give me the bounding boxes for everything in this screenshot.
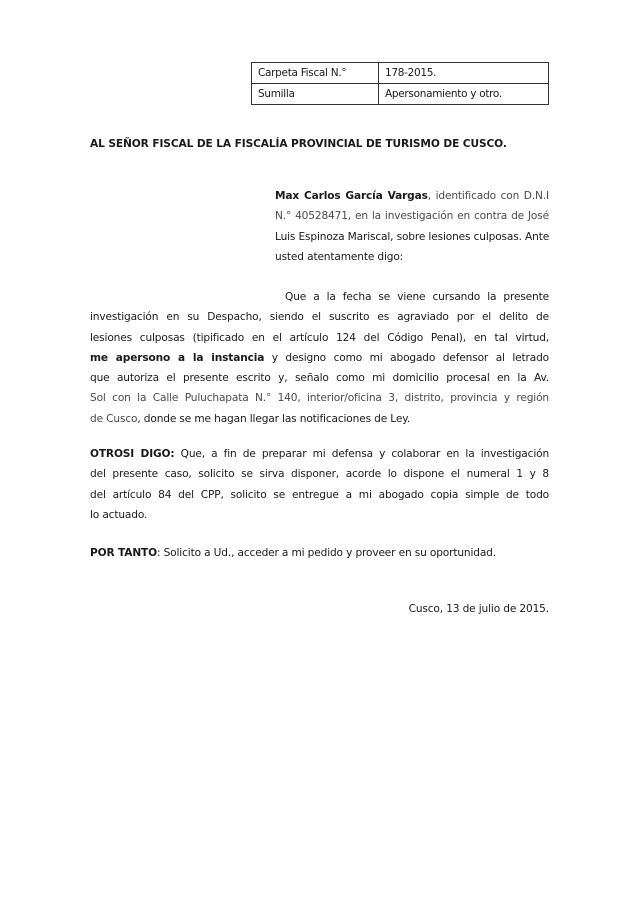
emphasis-text: me apersono a la instancia <box>90 351 265 364</box>
case-number-label: Carpeta Fiscal N.° <box>252 63 379 84</box>
paragraph-line <box>90 348 549 368</box>
por-tanto-label: POR TANTO <box>90 547 157 559</box>
paragraph-text: : Solicito a Ud., acceder a mi pedido y proveer en su oportunidad. <box>156 547 496 559</box>
intro-block <box>275 186 549 267</box>
paragraph-line: del artículo 84 del CPP, solicito se entregue a mi abogado copia simple de todo <box>90 488 549 501</box>
paragraph-line: del presente caso, solicito se sirva disponer, acorde lo dispone el numeral 1 y 8 <box>90 468 549 481</box>
paragraph-line <box>90 444 549 464</box>
case-info-table <box>251 62 549 105</box>
paragraph-line: Que a la fecha se viene cursando la presente <box>285 291 549 303</box>
paragraph-line <box>90 409 549 429</box>
summary-value: Apersonamiento y otro. <box>379 84 549 105</box>
petitioner-name: Max Carlos García Vargas <box>275 190 428 202</box>
paragraph-line: Sol con la Calle Puluchapata N.° 140, interior/oficina 3, distrito, provincia y región <box>90 392 549 405</box>
paragraph-text: Que, a fin de preparar mi defensa y colaborar en la investigación <box>174 448 550 460</box>
otrosi-label: OTROSI DIGO: <box>90 448 175 460</box>
paragraph-por-tanto <box>90 543 549 563</box>
place-and-date: Cusco, 13 de julio de 2015. <box>408 603 549 615</box>
location-text: de Cusco <box>90 412 138 425</box>
intro-text: , identificado con D.N.I <box>427 190 549 202</box>
paragraph-line: investigación en su Despacho, siendo el suscrito es agraviado por el delito de <box>90 311 549 324</box>
paragraph-otrosi <box>90 444 549 525</box>
case-number-value: 178-2015. <box>379 63 549 84</box>
paragraph-text: y designo como mi abogado defensor al letrado <box>264 351 549 364</box>
paragraph-line <box>90 543 549 563</box>
paragraph-appearance <box>90 287 549 429</box>
intro-line-3: Luis Espinoza Mariscal, sobre lesiones culposas. Ante <box>275 230 550 243</box>
paragraph-line: que autoriza el presente escrito y, señalo como mi domicilio procesal en la Av. <box>90 372 549 385</box>
intro-line-4: usted atentamente digo: <box>275 250 404 263</box>
table-row <box>252 84 549 105</box>
intro-line-2: N.° 40528471, en la investigación en contra de José <box>275 210 549 223</box>
salutation-heading: AL SEÑOR FISCAL DE LA FISCALÍA PROVINCIAL DE TURISMO DE CUSCO. <box>90 138 507 150</box>
paragraph-text: , donde se me hagan llegar las notificaciones de Ley. <box>137 412 411 425</box>
paragraph-line: lo actuado. <box>90 508 148 521</box>
paragraph-line: lesiones culposas (tipificado en el artículo 124 del Código Penal), en tal virtud, <box>90 331 549 344</box>
table-row <box>252 63 549 84</box>
intro-line-1 <box>275 186 549 206</box>
summary-label: Sumilla <box>252 84 379 105</box>
